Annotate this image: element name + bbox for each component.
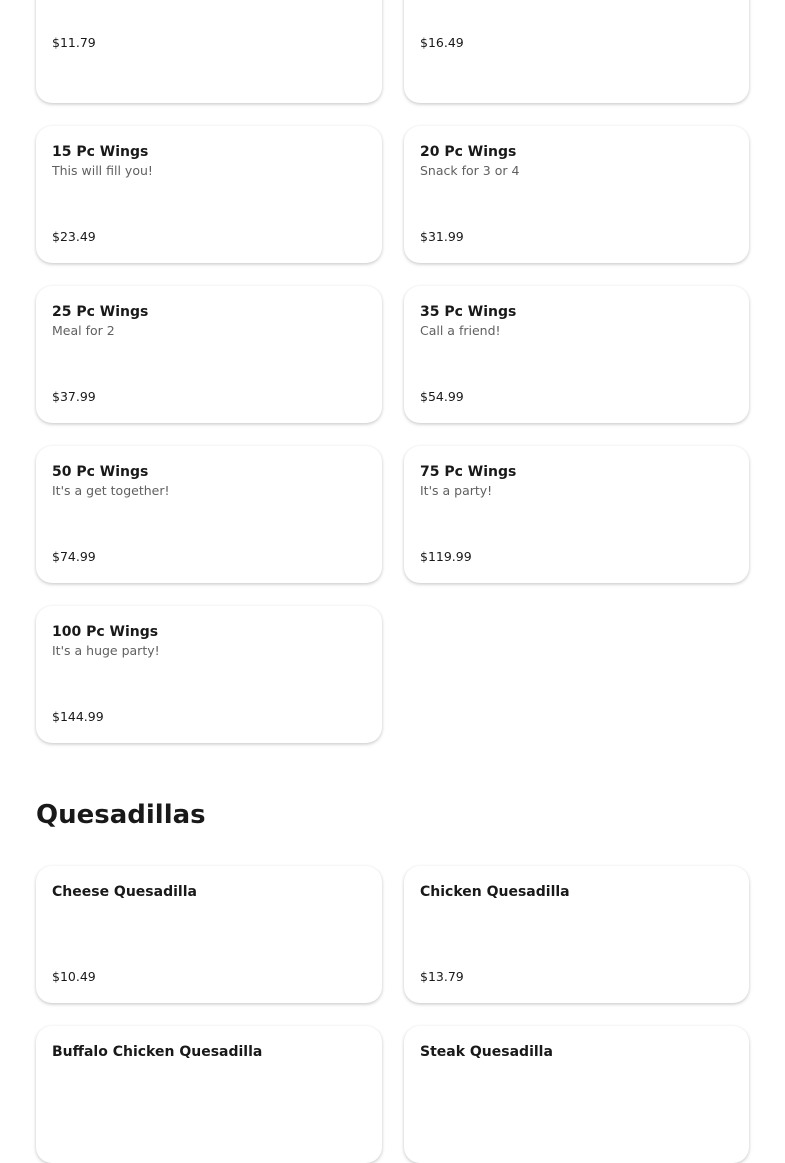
menu-item-card[interactable] <box>404 446 749 583</box>
menu-item-card[interactable] <box>36 446 382 583</box>
menu-item-description: It's a party! <box>420 483 493 498</box>
menu-item-title: 25 Pc Wings <box>52 304 149 320</box>
menu-item-price: $11.79 <box>52 35 96 50</box>
menu-item-card[interactable] <box>36 0 382 103</box>
menu-item-price: $10.49 <box>52 969 96 984</box>
menu-item-card[interactable] <box>404 1026 749 1163</box>
menu-item-title: 100 Pc Wings <box>52 624 159 640</box>
menu-item-description: This will fill you! <box>52 163 153 178</box>
menu-item-title: Chicken Quesadilla <box>420 884 570 900</box>
menu-item-price: $74.99 <box>52 549 96 564</box>
menu-item-card[interactable] <box>36 126 382 263</box>
menu-item-title: Steak Quesadilla <box>420 1044 553 1060</box>
menu-item-card[interactable] <box>404 126 749 263</box>
menu-item-title: Cheese Quesadilla <box>52 884 197 900</box>
menu-item-description: Call a friend! <box>420 323 501 338</box>
menu-item-description: It's a huge party! <box>52 643 160 658</box>
menu-item-title: 20 Pc Wings <box>420 144 517 160</box>
menu-item-card[interactable] <box>36 606 382 743</box>
menu-item-price: $37.99 <box>52 389 96 404</box>
menu-item-price: $119.99 <box>420 549 472 564</box>
menu-item-title: Buffalo Chicken Quesadilla <box>52 1044 263 1060</box>
menu-item-price: $23.49 <box>52 229 96 244</box>
menu-item-description: It's a get together! <box>52 483 170 498</box>
menu-item-price: $16.49 <box>420 35 464 50</box>
menu-item-title: 15 Pc Wings <box>52 144 149 160</box>
menu-item-card[interactable] <box>404 286 749 423</box>
menu-item-title: 35 Pc Wings <box>420 304 517 320</box>
menu-item-card[interactable] <box>36 866 382 1003</box>
menu-item-card[interactable] <box>404 0 749 103</box>
menu-item-description: Snack for 3 or 4 <box>420 163 520 178</box>
menu-item-card[interactable] <box>36 286 382 423</box>
menu-item-price: $13.79 <box>420 969 464 984</box>
section-title-quesadillas: Quesadillas <box>36 800 206 830</box>
menu-item-price: $31.99 <box>420 229 464 244</box>
menu-item-title: 50 Pc Wings <box>52 464 149 480</box>
menu-item-title: 75 Pc Wings <box>420 464 517 480</box>
menu-item-price: $54.99 <box>420 389 464 404</box>
menu-item-price: $144.99 <box>52 709 104 724</box>
menu-item-description: Meal for 2 <box>52 323 115 338</box>
menu-item-card[interactable] <box>36 1026 382 1163</box>
menu-item-card[interactable] <box>404 866 749 1003</box>
